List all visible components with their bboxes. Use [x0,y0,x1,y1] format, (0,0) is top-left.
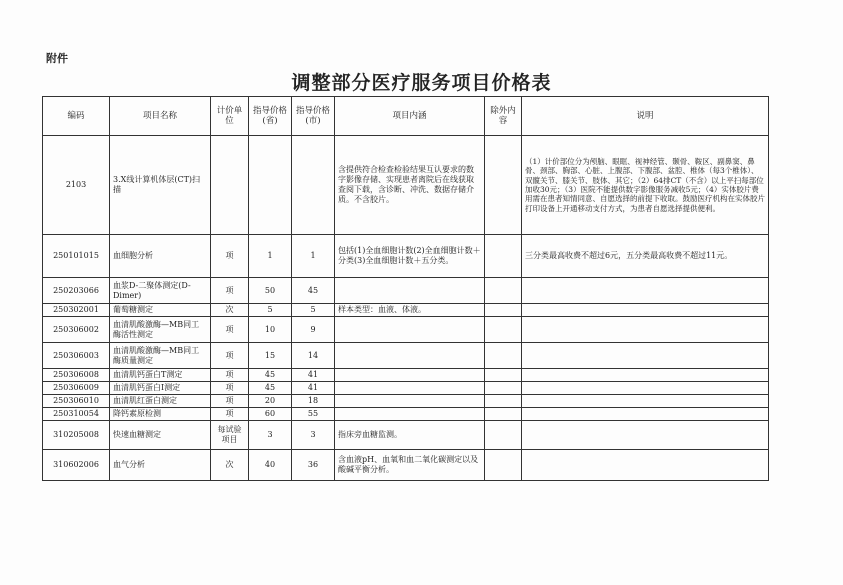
col-header-unit: 计价单位 [211,97,249,136]
cell-price-prov: 50 [249,278,292,304]
cell-code: 250306002 [43,317,110,343]
cell-note [522,304,769,317]
cell-excluded [485,421,522,450]
col-header-excluded: 除外内容 [485,97,522,136]
cell-price-city: 41 [292,382,335,395]
cell-name: 血清肌酸激酶—MB同工酶活性测定 [110,317,211,343]
cell-name: 血清肌钙蛋白Ⅰ测定 [110,382,211,395]
cell-price-prov: 1 [249,235,292,278]
cell-content [335,317,485,343]
cell-price-prov: 20 [249,395,292,408]
cell-name: 血气分析 [110,450,211,481]
cell-price-prov: 10 [249,317,292,343]
cell-note [522,395,769,408]
cell-code: 250306009 [43,382,110,395]
attachment-label: 附件 [46,52,68,65]
cell-price-city: 3 [292,421,335,450]
col-header-content: 项目内涵 [335,97,485,136]
cell-unit: 项 [211,408,249,421]
cell-code: 250101015 [43,235,110,278]
table-header-row [43,97,769,136]
col-header-price-prov: 指导价格(省) [249,97,292,136]
page-title: 调整部分医疗服务项目价格表 [291,72,552,94]
cell-price-prov: 15 [249,343,292,369]
cell-price-city: 1 [292,235,335,278]
cell-content: 样本类型：血液、体液。 [335,304,485,317]
cell-code: 250306003 [43,343,110,369]
cell-price-prov: 40 [249,450,292,481]
cell-price-prov [249,136,292,235]
col-header-name: 项目名称 [110,97,211,136]
table-row [43,450,769,481]
cell-price-prov: 45 [249,382,292,395]
cell-excluded [485,343,522,369]
cell-price-city: 14 [292,343,335,369]
cell-unit: 项 [211,343,249,369]
cell-unit: 项 [211,369,249,382]
cell-unit: 项 [211,382,249,395]
cell-code: 250306008 [43,369,110,382]
cell-note: 三分类最高收费不超过6元，五分类最高收费不超过11元。 [522,235,769,278]
table-row [43,136,769,235]
cell-excluded [485,382,522,395]
table-row [43,304,769,317]
cell-price-city: 41 [292,369,335,382]
cell-name: 血清肌钙蛋白T测定 [110,369,211,382]
cell-excluded [485,408,522,421]
table-row [43,408,769,421]
cell-name: 快速血糖测定 [110,421,211,450]
cell-content: 指床旁血糖监测。 [335,421,485,450]
cell-content [335,369,485,382]
cell-excluded [485,369,522,382]
cell-excluded [485,235,522,278]
cell-price-prov: 5 [249,304,292,317]
table-row [43,369,769,382]
cell-unit: 项 [211,278,249,304]
cell-note [522,343,769,369]
cell-price-city: 55 [292,408,335,421]
col-header-price-city: 指导价格(市) [292,97,335,136]
cell-content [335,278,485,304]
cell-unit: 每试验项目 [211,421,249,450]
cell-content [335,408,485,421]
cell-unit [211,136,249,235]
cell-excluded [485,450,522,481]
cell-note [522,317,769,343]
cell-price-city: 18 [292,395,335,408]
table-row [43,317,769,343]
cell-note [522,408,769,421]
cell-price-city: 36 [292,450,335,481]
cell-unit: 项 [211,317,249,343]
table-row [43,395,769,408]
cell-name: 3.X线计算机体层(CT)扫描 [110,136,211,235]
table-row [43,278,769,304]
cell-code: 250310054 [43,408,110,421]
table-row [43,343,769,369]
cell-note [522,450,769,481]
table-row [43,235,769,278]
cell-price-city: 5 [292,304,335,317]
col-header-note: 说明 [522,97,769,136]
col-header-code: 编码 [43,97,110,136]
cell-name: 血浆D-二聚体测定(D-Dimer) [110,278,211,304]
cell-price-prov: 45 [249,369,292,382]
cell-content [335,395,485,408]
cell-note [522,421,769,450]
cell-price-city [292,136,335,235]
cell-code: 250306010 [43,395,110,408]
cell-unit: 项 [211,235,249,278]
cell-content [335,343,485,369]
table-row [43,421,769,450]
cell-price-city: 45 [292,278,335,304]
cell-code: 250302001 [43,304,110,317]
cell-excluded [485,317,522,343]
cell-price-city: 9 [292,317,335,343]
cell-unit: 次 [211,450,249,481]
cell-content: 包括(1)全血细胞计数(2)全血细胞计数＋分类(3)全血细胞计数＋五分类。 [335,235,485,278]
cell-name: 血清肌红蛋白测定 [110,395,211,408]
cell-name: 血细胞分析 [110,235,211,278]
cell-code: 250203066 [43,278,110,304]
price-table [42,96,769,481]
cell-content: 含提供符合检查检验结果互认要求的数字影像存储、实现患者离院后在线获取查阅下载，含诊断、冲洗、数据存储介质。不含胶片。 [335,136,485,235]
cell-code: 310602006 [43,450,110,481]
table-row [43,382,769,395]
cell-name: 降钙素原检测 [110,408,211,421]
cell-unit: 次 [211,304,249,317]
cell-price-prov: 60 [249,408,292,421]
cell-content: 含血液pH、血氧和血二氧化碳测定以及酸碱平衡分析。 [335,450,485,481]
cell-note: （1）计价部位分为颅脑、眼眶、视神经管、颞骨、鞍区、副鼻窦、鼻骨、颈部、胸部、心脏、上腹部、下腹部、盆腔、椎体（每3个椎体）、双髋关节、膝关节、肢体、其它；（2）64排CT（不含）以上平扫每部位加收30元；（3）医院不能提供数字影像服务减收5元；（4）实体胶片费用需在患者知情同意、自愿选择的前提下收取。鼓励医疗机构在实体胶片打印设备上开通移动支付方式，为患者自愿选择提供便利。 [522,136,769,235]
cell-excluded [485,136,522,235]
cell-name: 血清肌酸激酶—MB同工酶质量测定 [110,343,211,369]
cell-name: 葡萄糖测定 [110,304,211,317]
cell-code: 2103 [43,136,110,235]
cell-excluded [485,395,522,408]
cell-unit: 项 [211,395,249,408]
cell-code: 310205008 [43,421,110,450]
cell-note [522,278,769,304]
cell-note [522,382,769,395]
cell-excluded [485,304,522,317]
cell-price-prov: 3 [249,421,292,450]
cell-note [522,369,769,382]
cell-content [335,382,485,395]
cell-excluded [485,278,522,304]
